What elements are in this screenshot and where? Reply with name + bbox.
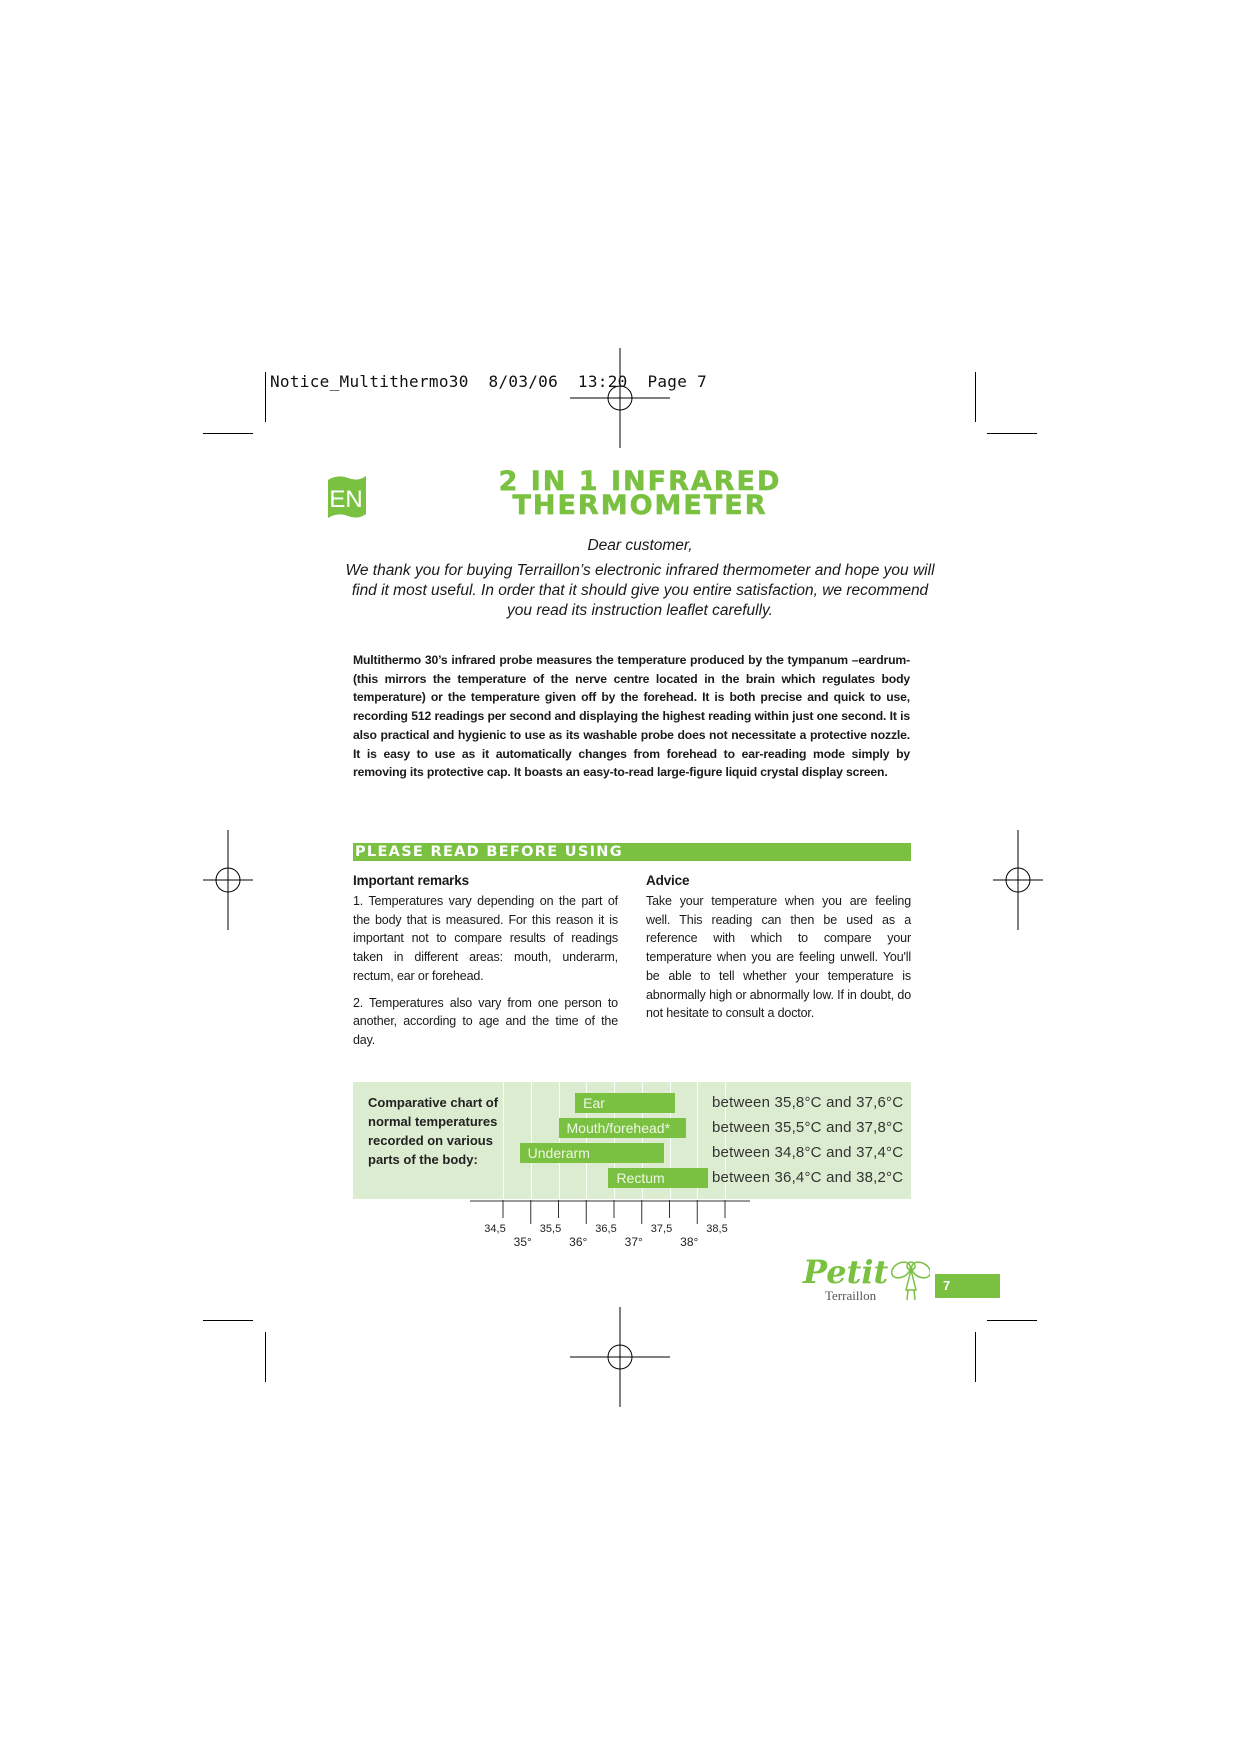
chart-gridline: [503, 1082, 504, 1199]
ear-range-text: between 35,8°C and 37,6°C: [712, 1094, 904, 1111]
registration-mark-top: [570, 348, 670, 448]
axis-minor-tick-label: 36,5: [595, 1223, 617, 1235]
crop-mark: [987, 433, 1037, 434]
rectum-range-text: between 36,4°C and 38,2°C: [712, 1169, 904, 1186]
chart-gridline: [531, 1082, 532, 1199]
rectum-bar-label: Rectum: [616, 1170, 665, 1186]
svg-text:Petit: Petit: [803, 1253, 889, 1291]
underarm-bar-label: Underarm: [527, 1145, 590, 1161]
axis-minor-tick-label: 38,5: [706, 1223, 728, 1235]
ear-bar: [575, 1093, 675, 1113]
registration-mark-bottom: [570, 1307, 670, 1407]
axis-major-tick-label: 38°: [680, 1235, 699, 1249]
underarm-range-text: between 34,8°C and 37,4°C: [712, 1144, 904, 1161]
title-line-2: THERMOMETER: [512, 490, 768, 521]
remarks-column: [353, 872, 618, 1058]
mouth-forehead-range-text: between 35,5°C and 37,8°C: [712, 1119, 904, 1136]
axis-major-tick-label: 37°: [624, 1235, 643, 1249]
axis-minor-tick-label: 37,5: [650, 1223, 673, 1235]
greeting: Dear customer,: [587, 537, 693, 554]
crop-mark: [203, 1320, 253, 1321]
rectum-bar: [608, 1168, 708, 1188]
page-number: 7: [935, 1274, 1000, 1298]
axis-minor-tick-label: 35,5: [539, 1223, 562, 1235]
crop-mark: [265, 372, 266, 422]
axis-major-tick-label: 35°: [513, 1235, 532, 1249]
advice-text: Take your temperature when you are feeling well. This reading can then be used as a reference with which to compare your temperature when you are feeling unwell. You'll be able to tell whether your temperature is abnormally high or abnormally low. If in doubt, do not hesitate to consult a doctor.: [646, 894, 911, 1021]
print-slug: Notice_Multithermo30 8/03/06 13:20 Page 7: [270, 372, 708, 391]
intro-block: [340, 536, 940, 621]
petit-terraillon-logo: [795, 1250, 930, 1310]
lead-paragraph: Multithermo 30’s infrared probe measures the temperature produced by the tympanum –eardrum- (this mirrors the temperature of the nerve centre located in the brain which regulates body temperature) or the temperature given off by the forehead. It is both precise and quick to use, recording 512 readings per second and displaying the highest reading within just one second. It is also practical and hygienic to use as its washable probe does not necessitate a protective nozzle. It is easy to use as it automatically changes from forehead to ear-reading mode simply by removing its protective cap. It boasts an easy-to-read large-figure liquid crystal display screen.: [353, 653, 910, 780]
title-line-1: 2 IN 1 INFRARED: [498, 466, 782, 497]
mouth-forehead-bar: [559, 1118, 687, 1138]
remarks-paragraph-1: 1. Temperatures vary depending on the part of the body that is measured. For this reason it is important not to compare results of readings taken in different areas: mouth, underarm, rectum, ear or forehead.: [353, 894, 618, 983]
svg-text:Terraillon: Terraillon: [825, 1288, 877, 1303]
axis-minor-tick-label: 34,5: [484, 1223, 506, 1235]
language-badge-label: EN: [329, 486, 363, 513]
language-badge: [326, 474, 368, 522]
registration-mark-left: [178, 830, 278, 930]
crop-mark: [265, 1332, 266, 1382]
remarks-heading: Important remarks: [353, 873, 469, 888]
crop-mark: [987, 1320, 1037, 1321]
chart-label: Comparative chart of normal temperatures recorded on various parts of the body:: [368, 1095, 499, 1167]
page-title: [380, 466, 900, 521]
registration-mark-right: [968, 830, 1068, 930]
intro-text: We thank you for buying Terraillon’s electronic infrared thermometer and hope you will find it most useful. In order that it should give you entire satisfaction, we recommend you read its instruction leaflet carefully.: [345, 562, 935, 619]
remarks-paragraph-2: 2. Temperatures also vary from one person to another, according to age and the time of the day.: [353, 995, 618, 1047]
section-heading: PLEASE READ BEFORE USING: [353, 843, 911, 861]
mouth-forehead-bar-label: Mouth/forehead*: [566, 1120, 671, 1136]
chart-gridline: [559, 1082, 560, 1199]
advice-heading: Advice: [646, 873, 690, 888]
crop-mark: [975, 1332, 976, 1382]
crop-mark: [203, 433, 253, 434]
advice-column: [646, 872, 911, 1031]
crop-mark: [975, 372, 976, 422]
fairy-icon: [889, 1259, 930, 1300]
underarm-bar: [520, 1143, 664, 1163]
ear-bar-label: Ear: [583, 1095, 605, 1111]
axis-major-tick-label: 36°: [569, 1235, 588, 1249]
